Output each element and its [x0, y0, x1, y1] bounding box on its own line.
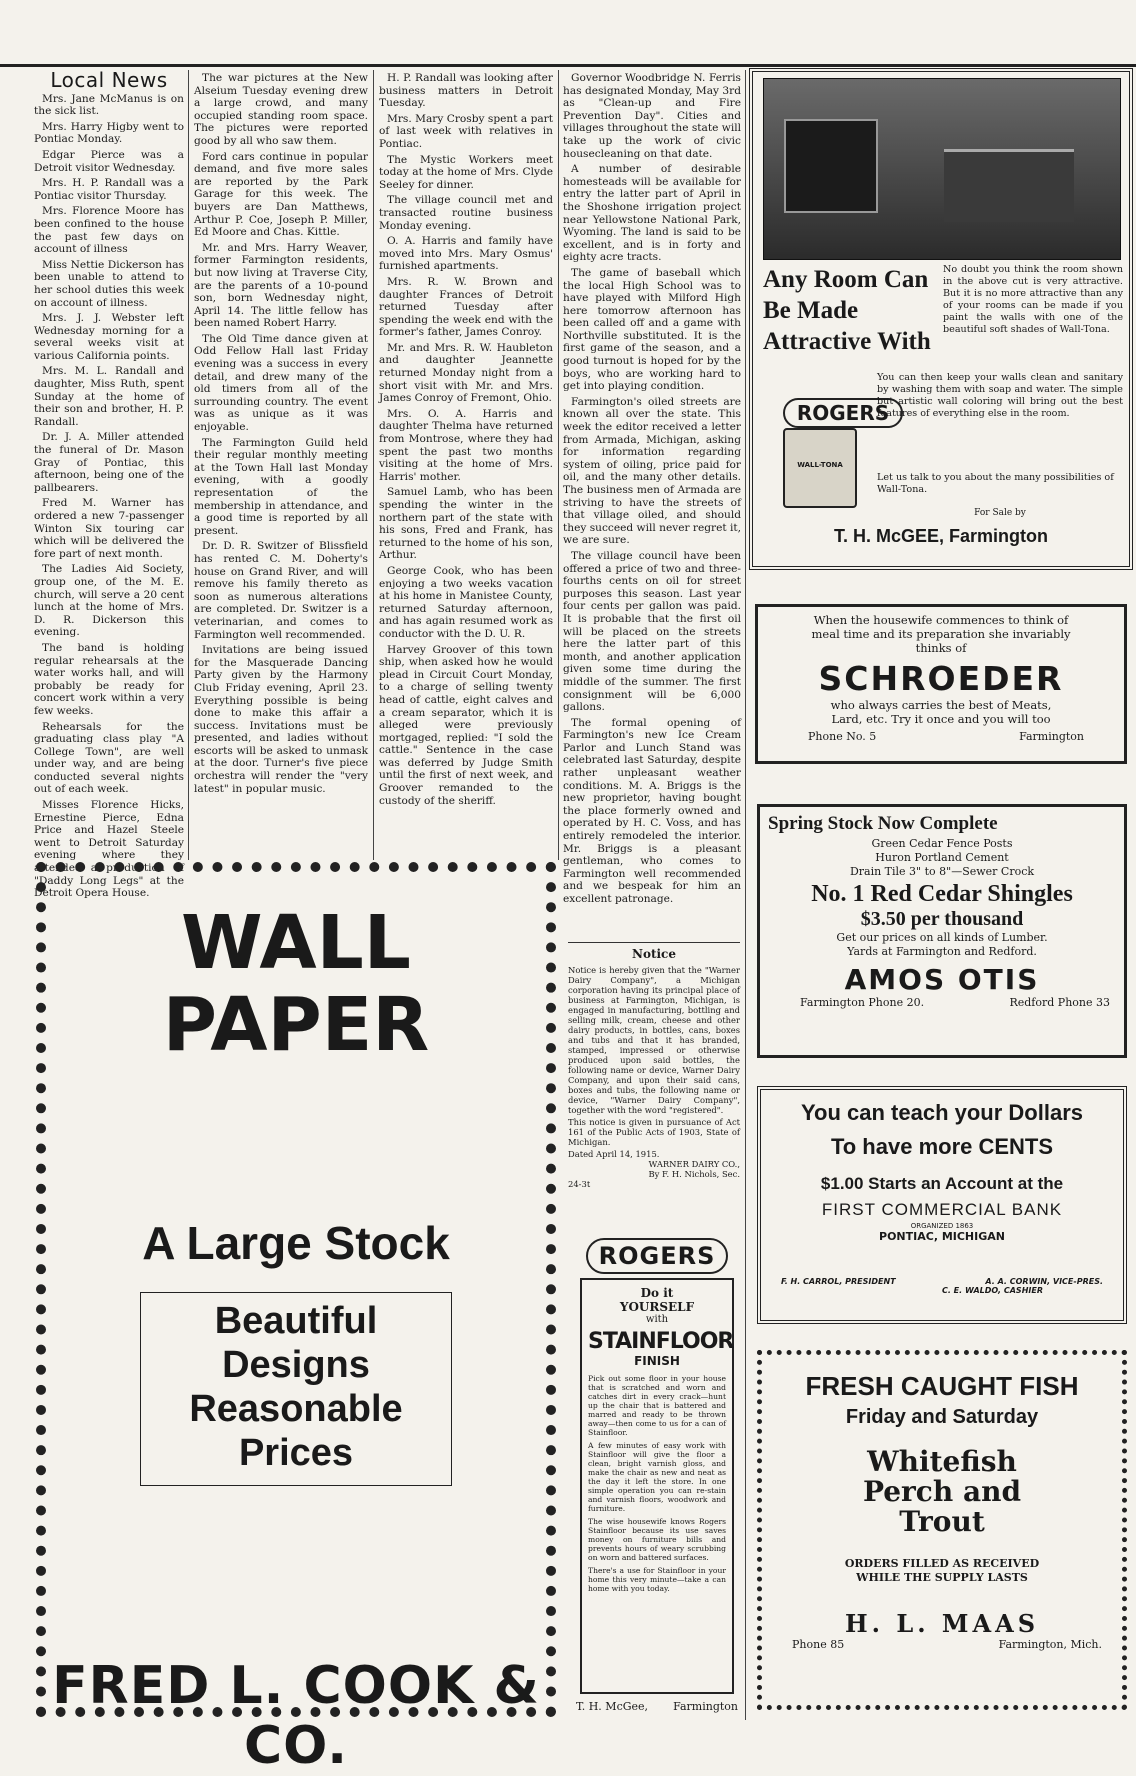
officer: A. A. CORWIN, VICE-PRES.	[985, 1277, 1103, 1286]
news-item: The band is holding regular rehearsals at the water works hall, and will probably be ready for concert work within a very few weeks.	[34, 641, 184, 717]
officer: C. E. WALDO, CASHIER	[941, 1286, 1043, 1295]
news-item: The Farmington Guild held their regular monthly meeting at the Town Hall last Monday evening, with a goodly representation of the membership in attendance, and a good time is reported by all present.	[194, 436, 368, 537]
ad-phone: Phone 85	[792, 1638, 845, 1651]
ad-dealer	[572, 1700, 742, 1713]
ad-town: Farmington	[1019, 730, 1084, 743]
notice-by: By F. H. Nichols, Sec.	[648, 1169, 740, 1179]
news-item: Mrs. J. J. Webster left Wednesday morning for a several weeks visit at various California points.	[34, 312, 184, 362]
news-item: The Ladies Aid Society, group one, of the M. E. church, will serve a 20 cent lunch at the home of Mrs. D. R. Dickerson this evening.	[34, 563, 184, 639]
fish-ad	[757, 1350, 1127, 1710]
paint-can-label: WALL-TONA	[783, 428, 857, 508]
news-items	[194, 72, 368, 795]
news-item: Mrs. Jane McManus is on the sick list.	[34, 92, 184, 118]
ad-line: with	[645, 1314, 669, 1325]
news-item: Mrs. Mary Crosby spent a part of last week with relatives in Pontiac.	[379, 112, 553, 150]
news-items	[379, 72, 553, 807]
ad-firm-name: FRED L. COOK & CO.	[52, 1656, 540, 1776]
news-item: Dr. D. R. Switzer of Blissfield has rented C. M. Doherty's house on Grand River, and will remove his family thereto as soon as numerous alterations are completed. Dr. Switzer is a veterinarian, and comes to Farmington well recommended.	[194, 540, 368, 641]
bank-organized: ORGANIZED 1863	[910, 1222, 974, 1230]
news-item: Fred M. Warner has ordered a new 7-passenger Winton Six touring car which will be delivered the fore part of next month.	[34, 497, 184, 560]
news-item: O. A. Harris and family have moved into Mrs. Mary Osmus' furnished apartments.	[379, 235, 553, 273]
masthead-rule	[0, 64, 1136, 67]
column-divider	[188, 70, 189, 860]
ad-headline: FRESH CAUGHT FISH	[805, 1371, 1079, 1401]
column-divider	[558, 70, 559, 860]
news-item: Mr. and Mrs. Harry Weaver, former Farmington residents, but now living at Traverse City, are the parents of a 10-pound son, born Wednesday night, April 14. The little fellow has been named Robert Harry.	[194, 241, 368, 330]
amos-otis-ad	[757, 804, 1127, 1058]
ad-body: You can then keep your walls clean and sanitary by washing them with soap and water. The simple but artistic wall coloring will bring out the best features of everything else in the room.	[877, 372, 1123, 419]
ad-headline: WALL PAPER	[162, 900, 430, 1068]
bank-city: PONTIAC, MICHIGAN	[879, 1230, 1005, 1243]
news-item: Harvey Groover of this town ship, when asked how he would plead in Circuit Court Monday, to a charge of selling twenty head of cattle, eight calves and a cream separator, which it is alleged were previously mortgaged, replied: "I sold the cattle." Sentence in the case was deferred by Judge Smith until the first of next week, and Groover remanded to the custody of the sheriff.	[379, 643, 553, 807]
column-divider	[373, 70, 374, 860]
ad-features-box	[140, 1292, 452, 1486]
ad-footer	[760, 996, 1124, 1009]
ad-subheadline: Friday and Saturday	[845, 1406, 1039, 1428]
news-item: Farmington's oiled streets are known all over the state. This week the editor received a letter from Armada, Michigan, asking for information regarding system of oiling, price paid for oil, and the many other details. The business men of Armada are striving to have the streets of that village oiled, and should they succeed will never regret it, we are sure.	[563, 395, 741, 547]
ad-text: When the housewife commences to think of meal time and its preparation she invariably thinks of	[811, 613, 1071, 655]
furniture-shape	[944, 149, 1074, 222]
ad-town: Farmington, Mich.	[998, 1638, 1102, 1651]
news-item: Edgar Pierce was a Detroit visitor Wednesday.	[34, 148, 184, 174]
ad-phone: Phone No. 5	[808, 730, 877, 743]
notice-ref: 24-3t	[568, 1179, 591, 1189]
ad-headline: You can teach your Dollars	[800, 1100, 1083, 1125]
ad-headline: Any Room Can Be Made Attractive With	[763, 266, 931, 355]
news-column-1	[34, 68, 184, 900]
ad-price: $3.50 per thousand	[860, 908, 1024, 930]
news-item: Mrs. Harry Higby went to Pontiac Monday.	[34, 120, 184, 146]
notice-date: Dated April 14, 1915.	[568, 1149, 660, 1159]
ad-footer	[762, 1638, 1122, 1651]
news-item: The formal opening of Farmington's new Ice Cream Parlor and Lunch Stand was celebrated last Saturday, despite rather unpleasant weather conditions. M. A. Briggs is the new proprietor, having bought the place formerly owned and operated by H. C. Voss, and has entirely remodeled the interior. Mr. Briggs is a pleasant gentleman, who comes to Farmington well recommended and we bespeak for him an excellent patronage.	[563, 716, 741, 905]
bank-name: FIRST COMMERCIAL BANK	[821, 1200, 1063, 1219]
column-divider	[745, 70, 746, 1720]
news-item: Mrs. Florence Moore has been confined to the house the past few days on account of illness	[34, 205, 184, 256]
legal-notice	[568, 942, 740, 1247]
ad-line: Drain Tile 3" to 8"—Sewer Crock	[849, 865, 1035, 878]
news-item: Invitations are being issued for the Masquerade Dancing Party given by the Harmony Club Friday evening, April 23. Everything possible is being done to make this affair a success. Invitations must be presented, and ladies without escorts will be asked to unmask at the door. Turner's five piece orchestra will render the "very latest" in popular music.	[194, 644, 368, 795]
dealer-name: T. H. McGee,	[576, 1700, 649, 1713]
ad-line: Do it	[640, 1286, 674, 1300]
ad-footer	[758, 726, 1124, 743]
stainfloor-box	[580, 1278, 734, 1694]
ad-body: No doubt you think the room shown in the above cut is very attractive. But it is no more attractive than any of your rooms can be made if you paint the walls with one of the beautiful soft shades of Wall-Tona.	[943, 264, 1123, 335]
ad-text: who always carries the best of Meats, Lard, etc. Try it once and you will too	[830, 698, 1052, 726]
news-item: A number of desirable homesteads will be available for entry the latter part of April in the Shoshone irrigation project near Yellowstone National Park, Wyoming. The land is said to be excellent, and is in forty and eighty acre tracts.	[563, 163, 741, 264]
news-item: Mrs. R. W. Brown and daughter Frances of Detroit returned Tuesday after spending the week end with the former's father, James Conroy.	[379, 275, 553, 339]
bank-officers	[761, 1243, 1123, 1286]
news-item: Rehearsals for the graduating class play "A College Town", are well under way, and are being conducted several nights out of each week.	[34, 720, 184, 796]
ad-headline: Spring Stock Now Complete	[768, 813, 998, 834]
ad-line: YOURSELF	[619, 1300, 695, 1314]
news-column-4	[563, 72, 741, 930]
news-item: Ford cars continue in popular demand, and five more sales are reported by the Park Garage for this week. The buyers are Dan Matthews, Arthur P. Coe, Joseph P. Miller, Ed Moore and Chas. Kittle.	[194, 150, 368, 239]
ad-line: $1.00 Starts an Account at the	[820, 1174, 1064, 1193]
product-subname: FINISH	[634, 1354, 680, 1368]
news-item: The village council have been offered a price of two and three-fourths cents on oil for street purposes this season. Last year four cents per gallon was paid. It is probable that the first oil will be placed on the streets here the latter part of this month, and another application given some time during the middle of the summer. The first consignment will be 6,000 gallons.	[563, 549, 741, 714]
ad-line: Green Cedar Fence Posts	[871, 837, 1013, 850]
ad-headline: To have more CENTS	[830, 1134, 1054, 1159]
ad-sale-label: For Sale by	[974, 508, 1026, 518]
fireplace-shape	[784, 119, 878, 213]
news-item: The war pictures at the New Alseium Tuesday evening drew a large crowd, and many occupied standing room space. The pictures were reported good by all who saw them.	[194, 72, 368, 147]
ad-line: Yards at Farmington and Redford.	[847, 945, 1037, 958]
rogers-logo: ROGERS	[586, 1238, 728, 1274]
news-item: Governor Woodbridge N. Ferris has designated Monday, May 3rd as "Clean-up and Fire Prevention Day". Cities and villages throughout the state will take up the work of civic housecleaning on that date.	[563, 72, 741, 160]
ad-feature: No. 1 Red Cedar Shingles	[811, 881, 1073, 907]
news-items	[34, 93, 184, 900]
ad-name: H. L. MAAS	[844, 1609, 1040, 1638]
feature-line: Prices	[238, 1432, 354, 1474]
news-item: Mrs. M. L. Randall and daughter, Miss Ruth, spent Sunday at the home of their son and brother, H. P. Randall.	[34, 365, 184, 428]
news-item: George Cook, who has been enjoying a two weeks vacation at his home in Manistee County, returned Saturday afternoon, and has again resumed work as conductor with the D. U. R.	[379, 564, 553, 640]
notice-body: Notice is hereby given that the "Warner Dairy Company", a Michigan corporation having its principal place of business at Farmington, Michigan, is engaged in manufacturing, bottling and selling milk, cream, cheese and other dairy products, in bottles, cans, boxes and tubs and that it has branded, stamped, impressed or otherwise produced upon said bottles, the following name or device, Warner Dairy Company, and upon their said cans, boxes and tubs, the following name or device, "Warner Dairy Company", together with the word "registered".	[568, 965, 740, 1115]
news-item: Mr. and Mrs. R. W. Haubleton and daughter Jeannette returned Monday night from a short visit with Mr. and Mrs. James Conroy of Fremont, Ohio.	[379, 341, 553, 405]
news-item: Mrs. H. P. Randall was a Pontiac visitor Thursday.	[34, 177, 184, 202]
news-item: Misses Florence Hicks, Ernestine Pierce, Edna Price and Hazel Steele went to Detroit Saturday evening where they attended a production of "Daddy Long Legs" at the Detroit Opera House.	[34, 799, 184, 900]
notice-body: This notice is given in pursuance of Act 161 of the Public Acts of 1903, State of Michigan.	[568, 1117, 740, 1147]
feature-line: Beautiful	[214, 1300, 378, 1342]
ad-body: Let us talk to you about the many possibilities of Wall-Tona.	[877, 472, 1114, 495]
ad-paragraph: The wise housewife knows Rogers Stainfloor because its use saves money on furniture bills and prevents hours of weary scrubbing on worn and battered surfaces.	[588, 1517, 726, 1562]
news-item: Mrs. O. A. Harris and daughter Thelma have returned from Montrose, where they had spent the past two months visiting at the home of Mrs. Harris' mother.	[379, 407, 553, 483]
feature-line: Reasonable	[189, 1388, 403, 1430]
ad-dealer: T. H. McGEE, Farmington	[833, 526, 1048, 546]
news-item: Miss Nettie Dickerson has been unable to attend to her school duties this week on account of illness.	[34, 258, 184, 309]
product-name: STAINFLOOR	[588, 1329, 734, 1354]
fish-item: Perch and	[862, 1475, 1022, 1508]
news-column-3	[379, 72, 553, 862]
news-item: The Mystic Workers meet today at the home of Mrs. Clyde Seeley for dinner.	[379, 153, 553, 191]
news-column-2	[194, 72, 368, 862]
feature-line: Designs	[222, 1344, 370, 1386]
news-item: Samuel Lamb, who has been spending the winter in the northern part of the state with his sons, Fred and Frank, has returned to the home of his son, Arthur.	[379, 486, 553, 562]
news-item: The Old Time dance given at Odd Fellow Hall last Friday evening was a success in every detail, and drew many of the old timers from all of the surrounding country. The event was as unique as it was enjoyable.	[194, 332, 368, 434]
officer: F. H. CARROL, PRESIDENT	[781, 1277, 896, 1286]
news-item: H. P. Randall was looking after business matters in Detroit Tuesday.	[379, 72, 553, 110]
ad-name: AMOS OTIS	[844, 963, 1040, 996]
ad-paragraph: Pick out some floor in your house that is scratched and worn and catches dirt in every crack—hunt up the chair that is battered and marred and ready to be thrown away—then come to us for a can of Stainfloor.	[588, 1374, 726, 1437]
rogers-logo: ROGERS	[783, 398, 903, 428]
news-item: The village council met and transacted routine business Monday evening.	[379, 194, 553, 232]
section-title: Local News	[50, 68, 168, 92]
dealer-town: Farmington	[673, 1700, 738, 1713]
news-item: Dr. J. A. Miller attended the funeral of Dr. Mason Gray of Pontiac, this afternoon, being one of the pallbearers.	[34, 431, 184, 494]
fish-item: Whitefish	[867, 1445, 1017, 1478]
ad-paragraph: There's a use for Stainfloor in your home this very minute—take a can home with you today.	[588, 1566, 726, 1593]
rogers-walltona-ad	[749, 68, 1133, 570]
news-items	[563, 72, 741, 906]
room-illustration	[763, 78, 1121, 260]
stainfloor-ad	[572, 1238, 742, 1713]
ad-line: Huron Portland Cement	[875, 851, 1009, 864]
schroeder-ad	[755, 604, 1127, 764]
news-item: The game of baseball which the local High School was to have played with Milford High here tomorrow afternoon has been called off and a game with Northville substituted. It is the first game of the season, and a good turnout is hoped for by the boys, who are working hard to get into playing condition.	[563, 266, 741, 393]
ad-subheadline: A Large Stock	[142, 1217, 450, 1269]
fish-item: Trout	[899, 1505, 985, 1538]
ad-text: ORDERS FILLED AS RECEIVED WHILE THE SUPPLY LASTS	[844, 1557, 1040, 1584]
ad-name: SCHROEDER	[818, 659, 1064, 698]
bank-ad	[757, 1086, 1127, 1324]
notice-title: Notice	[631, 947, 676, 961]
ad-phone: Redford Phone 33	[1009, 996, 1110, 1009]
ad-phone: Farmington Phone 20.	[800, 996, 925, 1009]
wallpaper-ad	[36, 862, 556, 1776]
notice-signer: WARNER DAIRY CO.,	[648, 1159, 740, 1169]
ad-line: Get our prices on all kinds of Lumber.	[836, 931, 1048, 944]
ad-paragraph: A few minutes of easy work with Stainfloor will give the floor a clean, bright varnish gloss, and make the chair as new and neat as the day it left the store. In one simple operation you can re-stain and varnish floors, woodwork and furniture.	[588, 1441, 726, 1513]
